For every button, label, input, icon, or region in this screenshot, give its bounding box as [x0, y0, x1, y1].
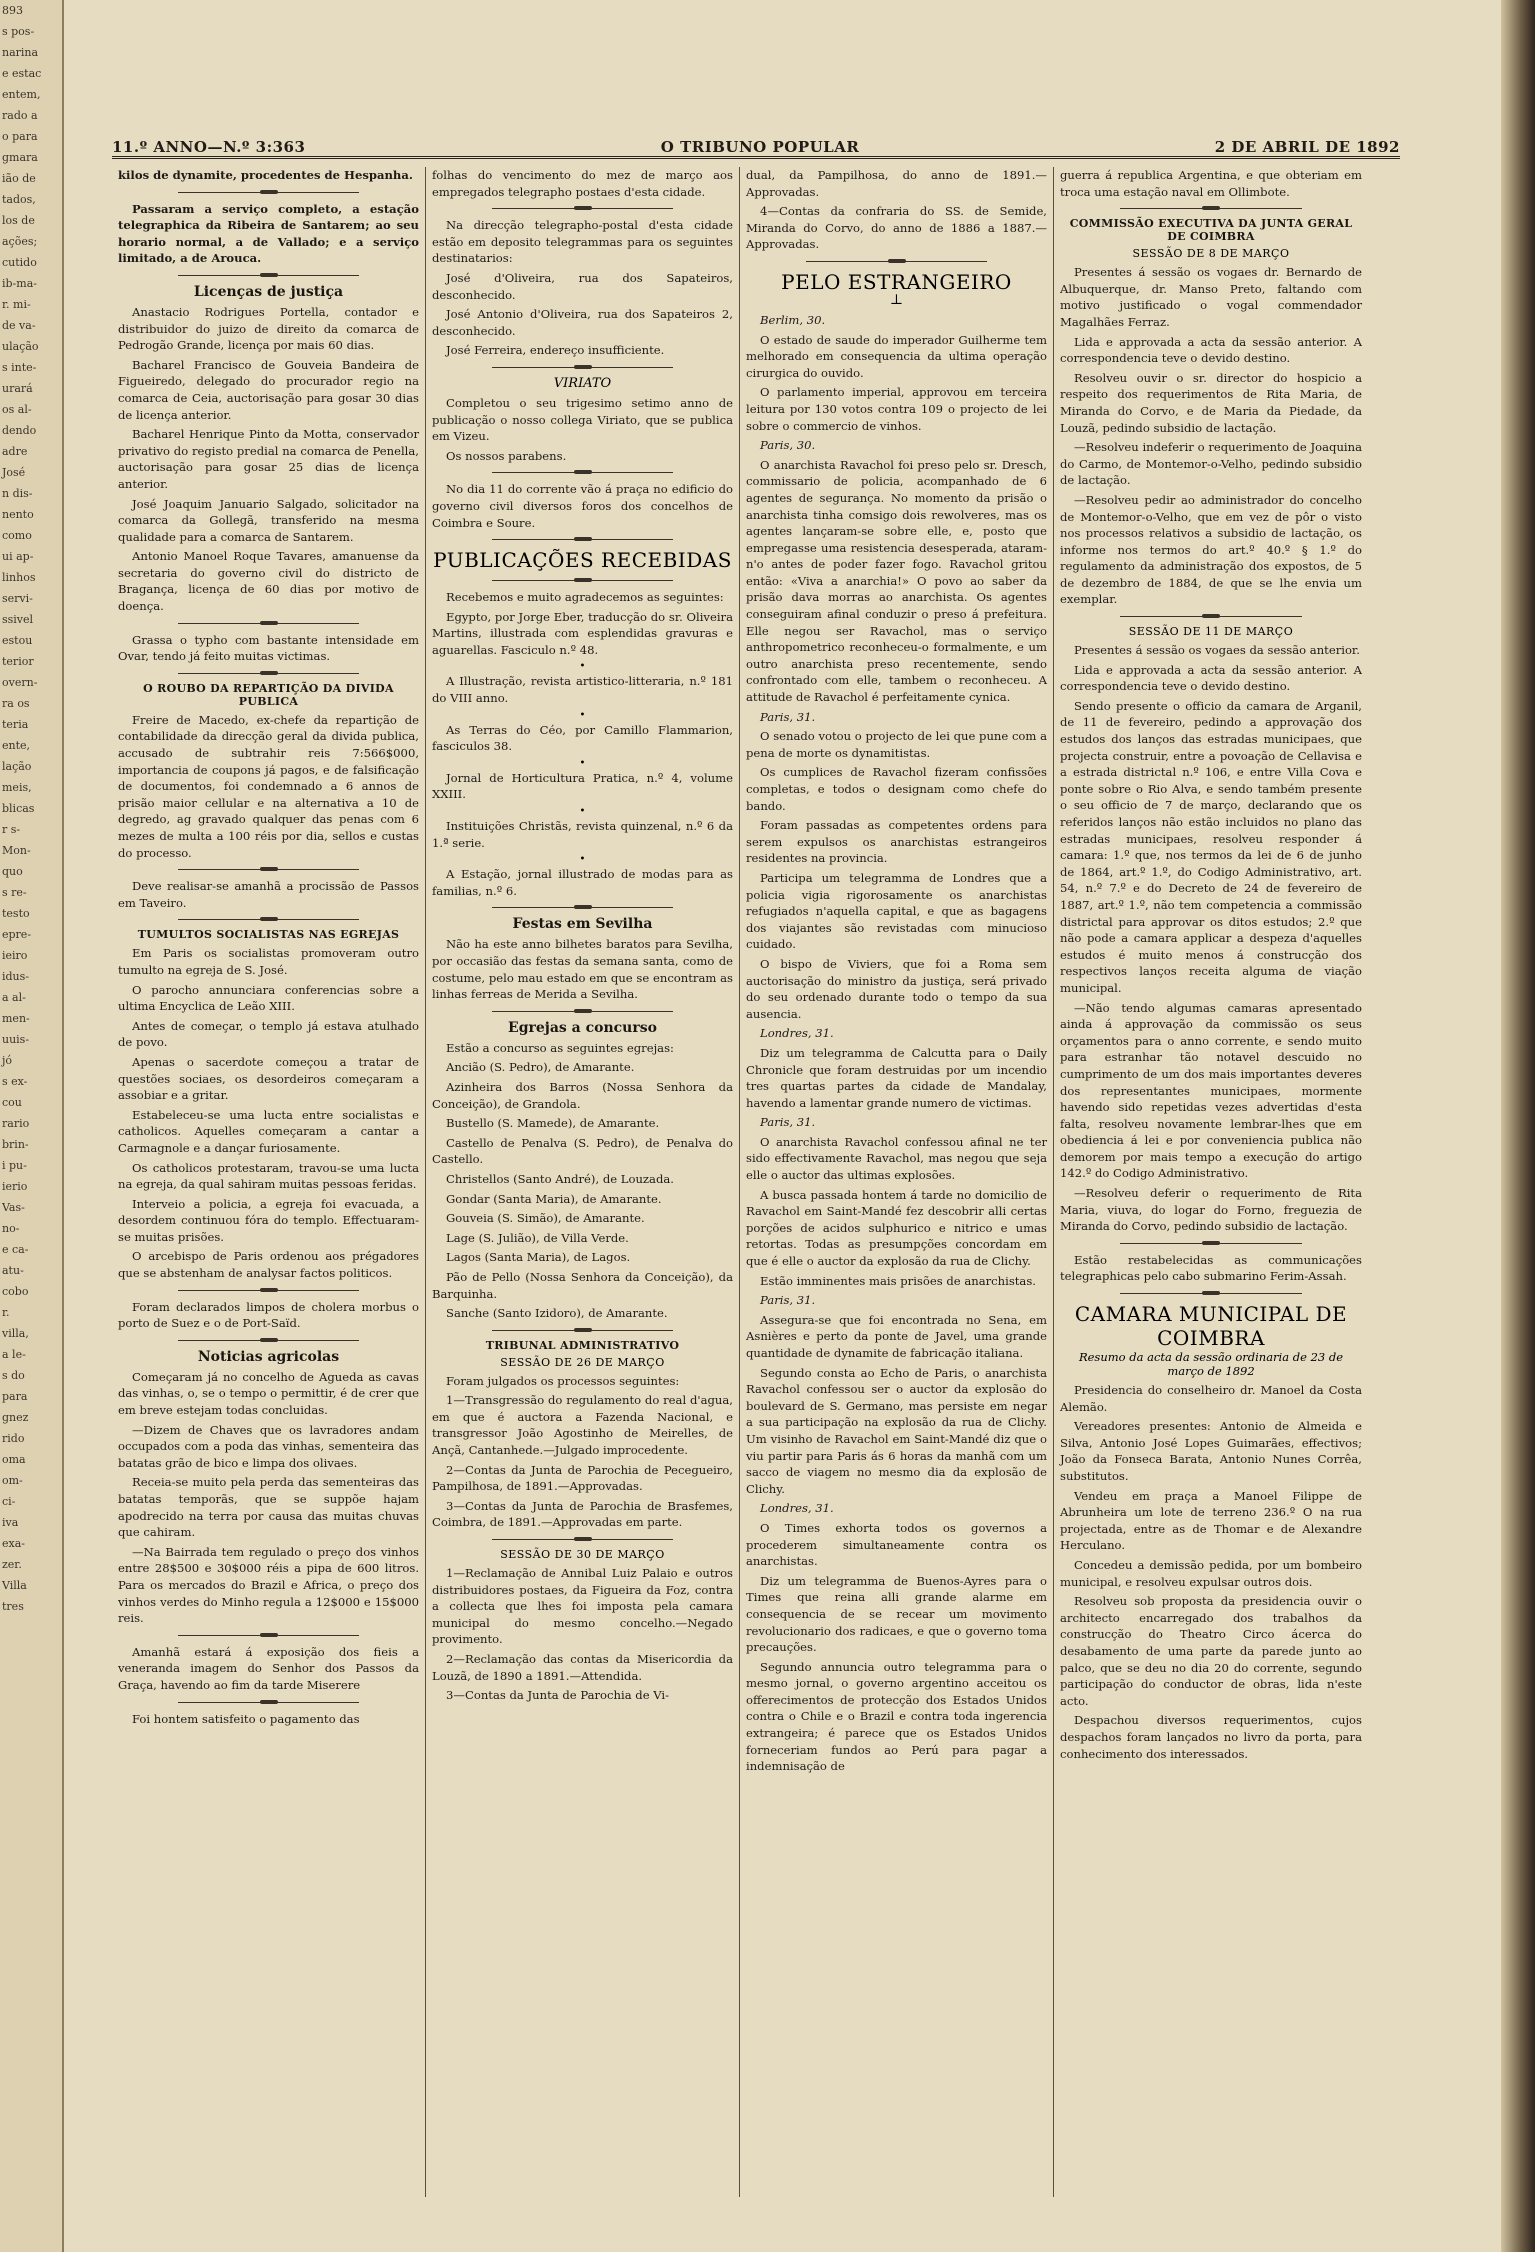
- paragraph: Amanhã estará á exposição dos fieis a veneranda imagem do Senhor dos Passos da Graça, havendo ao fim da tarde Miserere: [118, 1644, 419, 1692]
- strip-fragment: epre-: [2, 928, 32, 941]
- dateline: Paris, 31.: [760, 1293, 816, 1308]
- strip-fragment: zer.: [2, 1558, 22, 1571]
- separator-rule: [492, 1330, 673, 1331]
- paragraph: dual, da Pampilhosa, do anno de 1891.—Approvadas.: [746, 168, 1047, 199]
- paragraph: Concedeu a demissão pedida, por um bombeiro municipal, e resolveu expulsar outros dois.: [1060, 1557, 1362, 1589]
- paragraph: Jornal de Horticultura Pratica, n.º 4, volume XXIII.: [432, 770, 733, 802]
- dateline: Paris, 30.: [760, 438, 816, 453]
- paragraph: Assegura-se que foi encontrada no Sena, em Asnières e perto da ponte de Javel, uma grande quantidade de dynamite de fabricação italiana.: [746, 1312, 1047, 1360]
- separator-rule: [178, 623, 359, 624]
- paragraph: José Antonio d'Oliveira, rua dos Sapateiros 2, desconhecido.: [432, 307, 733, 338]
- paragraph: A Illustração, revista artistico-litteraria, n.º 181 do VIII anno.: [432, 674, 733, 706]
- strip-fragment: a al-: [2, 991, 26, 1004]
- dateline: Londres, 31.: [760, 1026, 834, 1041]
- strip-fragment: uuis-: [2, 1033, 30, 1046]
- paragraph: kilos de dynamite, procedentes de Hespanha.: [118, 168, 413, 182]
- strip-fragment: ssivel: [2, 613, 34, 626]
- strip-fragment: nento: [2, 508, 34, 521]
- newspaper-title: O TRIBUNO POPULAR: [660, 138, 860, 156]
- bullet-icon: •: [579, 709, 586, 721]
- strip-fragment: s do: [2, 1369, 25, 1382]
- paragraph: José d'Oliveira, rua dos Sapateiros, desconhecido.: [432, 270, 733, 302]
- strip-fragment: narina: [2, 46, 39, 59]
- separator-rule: [492, 1539, 673, 1540]
- separator-rule: [178, 1635, 359, 1636]
- column-1: [112, 167, 426, 2197]
- strip-fragment: de va-: [2, 319, 36, 332]
- paragraph: Lage (S. Julião), de Villa Verde.: [446, 1230, 629, 1245]
- paragraph: Antonio Manoel Roque Tavares, amanuense da secretaria do governo civil do districto de Bragança, licença de 60 dias por motivo de doença.: [118, 549, 419, 614]
- section-heading: TUMULTOS SOCIALISTAS NAS EGREJAS: [137, 928, 400, 942]
- strip-fragment: los de: [2, 214, 35, 227]
- paragraph: Segundo annuncia outro telegramma para o mesmo jornal, o governo argentino acceitou os offerecimentos de protecção dos Estados Unidos contra o Chile e o Brazil e contra toda ingerencia extrangeira; é parece que os Estados Unidos forneceriam fundos ao Perú para pagar a indemnisação de: [746, 1659, 1047, 1774]
- separator-rule: [1120, 208, 1302, 209]
- paragraph: O bispo de Viviers, que foi a Roma sem auctorisação do ministro da justiça, será privado do seu ordenado durante todo o tempo da sua ausencia.: [746, 956, 1047, 1021]
- paragraph: Instituições Christãs, revista quinzenal, n.º 6 da 1.ª serie.: [432, 819, 733, 850]
- session-heading: SESSÃO DE 26 DE MARÇO: [500, 1355, 665, 1369]
- strip-fragment: o para: [2, 130, 38, 143]
- separator-rule: [178, 869, 359, 870]
- paragraph: —Resolveu deferir o requerimento de Rita Maria, viuva, do logar do Forno, freguezia de Miranda do Corvo, pedindo subsidio de lactação.: [1060, 1186, 1362, 1234]
- strip-fragment: iva: [2, 1516, 19, 1529]
- section-heading: PELO ESTRANGEIRO: [781, 269, 1012, 294]
- paragraph: Antes de começar, o templo já estava atulhado de povo.: [118, 1018, 419, 1050]
- paragraph: 2—Reclamação das contas da Misericordia da Louzã, de 1890 a 1891.—Attendida.: [432, 1652, 733, 1683]
- paragraph: Foi hontem satisfeito o pagamento das: [132, 1711, 360, 1726]
- strip-fragment: ião de: [2, 172, 36, 185]
- paragraph: Christellos (Santo André), de Louzada.: [446, 1171, 674, 1186]
- paragraph: Começaram já no concelho de Agueda as cavas das vinhas, o, se o tempo o permittir, é de crer que em breve estejam todas concluidas.: [118, 1369, 419, 1418]
- strip-fragment: r s-: [2, 823, 21, 836]
- strip-fragment: ulação: [2, 340, 39, 353]
- section-heading: COMMISSÃO EXECUTIVA DA JUNTA GERAL DE COIMBRA: [1069, 217, 1353, 244]
- strip-fragment: atu-: [2, 1264, 24, 1277]
- strip-fragment: Villa: [2, 1579, 27, 1592]
- paragraph: Presentes á sessão os vogaes dr. Bernardo de Albuquerque, dr. Manso Preto, faltando com motivo justificado o vogal commendador Magalhães Ferraz.: [1060, 265, 1362, 329]
- paragraph: Apenas o sacerdote começou a tratar de questões sociaes, os desordeiros começaram a assobiar e a gritar.: [118, 1054, 419, 1103]
- column-2: [426, 167, 740, 2197]
- separator-rule: [178, 192, 359, 193]
- paragraph: folhas do vencimento do mez de março aos empregados telegrapho postaes d'esta cidade.: [432, 168, 733, 199]
- paragraph: Diz um telegramma de Buenos-Ayres para o Times que reina alli grande alarme em consequencia de se recear um movimento revolucionario dos radicaes, e que o governo toma precauções.: [746, 1573, 1047, 1655]
- dateline: Berlim, 30.: [760, 312, 826, 327]
- separator-rule: [1120, 616, 1302, 617]
- paragraph: Foram declarados limpos de cholera morbus o porto de Suez e o de Port-Saïd.: [118, 1299, 419, 1331]
- paragraph: Anastacio Rodrigues Portella, contador e distribuidor do juizo de direito da comarca de Pedrogão Grande, licença por mais 60 dias.: [118, 304, 419, 353]
- paragraph: Castello de Penalva (S. Pedro), de Penalva do Castello.: [432, 1135, 733, 1167]
- adjacent-page-strip: [0, 0, 64, 2252]
- paragraph: Pão de Pello (Nossa Senhora da Conceição), da Barquinha.: [432, 1269, 733, 1301]
- paragraph: Sanche (Santo Izidoro), de Amarante.: [446, 1306, 668, 1321]
- paragraph: Resolveu ouvir o sr. director do hospicio a respeito dos requerimentos de Rita Maria, de Miranda do Corvo, e de Maria da Piedade, da Louzã, pedindo subsidio de lactação.: [1060, 370, 1362, 435]
- strip-fragment: overn-: [2, 676, 38, 689]
- paragraph: A Estação, jornal illustrado de modas para as familias, n.º 6.: [432, 867, 733, 898]
- paragraph: Gouveia (S. Simão), de Amarante.: [446, 1211, 645, 1226]
- strip-fragment: terior: [2, 655, 34, 668]
- separator-rule: [178, 1340, 359, 1341]
- paragraph: Azinheira dos Barros (Nossa Senhora da Conceição), de Grandola.: [432, 1079, 733, 1111]
- separator-rule: [1120, 1243, 1302, 1244]
- section-heading: Festas em Sevilha: [512, 916, 653, 933]
- paragraph: Estabeleceu-se uma lucta entre socialistas e catholicos. Aquelles começaram a cantar a Carmagnole e a dançar furiosamente.: [118, 1107, 419, 1155]
- separator-rule: [178, 673, 359, 674]
- strip-fragment: 893: [2, 4, 23, 17]
- paragraph: Bacharel Henrique Pinto da Motta, conservador privativo do registo predial na comarca de Penella, auctorisação para gosar 25 dias de licença anterior.: [118, 427, 419, 491]
- paragraph: 3—Contas da Junta de Parochia de Brasfemes, Coimbra, de 1891.—Approvadas em parte.: [432, 1498, 733, 1530]
- strip-fragment: José: [2, 466, 26, 479]
- paragraph: Estão a concurso as seguintes egrejas:: [446, 1040, 674, 1055]
- newspaper-page: [112, 130, 1400, 2210]
- separator-rule: [492, 367, 673, 368]
- strip-fragment: ui ap-: [2, 550, 34, 563]
- separator-rule: [178, 1702, 359, 1703]
- strip-fragment: ierio: [2, 1180, 28, 1193]
- paragraph: Lagos (Santa Maria), de Lagos.: [446, 1250, 631, 1265]
- strip-fragment: para: [2, 1390, 28, 1403]
- paragraph: 3—Contas da Junta de Parochia de Vi-: [446, 1688, 670, 1703]
- paragraph: —Na Bairrada tem regulado o preço dos vinhos entre 28$500 e 30$000 réis a pipa de 600 litros. Para os mercados do Brazil e Africa, o preço dos vinhos verdes do Minho regula a 12$000 e 15$000 reis.: [118, 1544, 419, 1626]
- paragraph: Diz um telegramma de Calcutta para o Daily Chronicle que foram destruidas por um incendio tres quartas partes da cidade de Mandalay, havendo a lamentar grande numero de victimas.: [746, 1045, 1047, 1110]
- bullet-icon: •: [579, 806, 586, 818]
- paragraph: O anarchista Ravachol confessou afinal ne ter sido effectivamente Ravachol, mas negou que seja elle o auctor das ultimas explosões.: [746, 1134, 1047, 1183]
- paragraph: 1—Reclamação de Annibal Luiz Palaio e outros distribuidores postaes, da Figueira da Foz, contra a collecta que lhes foi imposta pela camara municipal do mesmo concelho.—Negado provimento.: [432, 1566, 733, 1647]
- paragraph: Foram passadas as competentes ordens para serem expulsos os anarchistas estrangeiros residentes na provincia.: [746, 818, 1047, 866]
- strip-fragment: jó: [2, 1054, 13, 1067]
- paragraph: Despachou diversos requerimentos, cujos despachos foram lançados no livro da porta, para conhecimento dos interessados.: [1060, 1713, 1362, 1761]
- paragraph: Os nossos parabens.: [446, 448, 567, 463]
- issue-date: 2 DE ABRIL DE 1892: [1214, 138, 1400, 156]
- strip-fragment: s inte-: [2, 361, 37, 374]
- strip-fragment: e ca-: [2, 1243, 29, 1256]
- paragraph: Foram julgados os processos seguintes:: [446, 1373, 680, 1388]
- strip-fragment: rario: [2, 1117, 30, 1130]
- paragraph: Sendo presente o officio da camara de Arganil, de 11 de fevereiro, pedindo a approvação dos estudos dos lanços das estradas municipaes, que projecta construir, entre a povoação de Cellavisa e a estrada districtal n.º 106, e entre Villa Cova e ponte sobre o Rio Alva, e sendo também presente o seu officio de 7 de março, declarando que os referidos lanços não estão incluidos no plano das estradas municipaes, resolveu responder á camara: 1.º que, nos termos da lei de 6 de junho de 1864, art.º 1.º, do Codigo Administrativo, art. 54, n.º 7.º e do Decreto de 24 de fevereiro de 1887, art.º 1.º, não tem competencia a commissão districtal para approvar os ditos estudos; 2.º que não pode a camara applicar a despeza d'aquelles estudos é muito menos á construcção dos respectivos lanços receita alguma de viação municipal.: [1060, 698, 1362, 995]
- column-3: [740, 167, 1054, 2197]
- strip-fragment: ra os: [2, 697, 30, 710]
- separator-rule: [492, 539, 673, 540]
- separator-rule: [492, 1011, 673, 1012]
- paragraph: guerra á republica Argentina, e que obteriam em troca uma estação naval em Ollimbote.: [1060, 168, 1362, 199]
- strip-fragment: rido: [2, 1432, 25, 1445]
- paragraph: Participa um telegramma de Londres que a policia vigia rigorosamente os anarchistas refugiados n'aquella capital, e que as bagagens dos viajantes são revistadas com minucioso cuidado.: [746, 870, 1047, 952]
- paragraph: —Resolveu indeferir o requerimento de Joaquina do Carmo, de Montemor-o-Velho, pedindo subsidio de lactação.: [1060, 440, 1362, 488]
- separator-rule: [492, 907, 673, 908]
- paragraph: Segundo consta ao Echo de Paris, o anarchista Ravachol confessou ser o auctor da explosão do boulevard de S. Germano, mas persiste em negar a sua participação na explosão da rua de Clichy. Um visinho de Ravachol em Saint-Mandé diz que o viu partir para Paris ás 6 horas da manhã com um sacco de viagem no mesmo dia da explosão de Clichy.: [746, 1365, 1047, 1496]
- separator-rule: [492, 208, 673, 209]
- strip-fragment: urará: [2, 382, 33, 395]
- ornament-icon: ⊥: [889, 291, 904, 308]
- strip-fragment: ci-: [2, 1495, 16, 1508]
- paragraph: Deve realisar-se amanhã a procissão de Passos em Taveiro.: [118, 879, 419, 910]
- paragraph: Egypto, por Jorge Eber, traducção do sr. Oliveira Martins, illustrada com esplendidas gravuras e aguarellas. Fasciculo n.º 48.: [432, 609, 733, 657]
- paragraph: Os catholicos protestaram, travou-se uma lucta na egreja, da qual sahiram muitas pessoas feridas.: [118, 1160, 419, 1192]
- strip-fragment: Vas-: [2, 1201, 25, 1214]
- paragraph: Em Paris os socialistas promoveram outro tumulto na egreja de S. José.: [118, 946, 419, 977]
- bullet-icon: •: [579, 757, 586, 769]
- paragraph: José Joaquim Januario Salgado, solicitador na comarca da Gollegã, transferido na mesma qualidade para a comarca de Santarem.: [118, 496, 419, 544]
- separator-rule: [806, 261, 987, 262]
- strip-fragment: os al-: [2, 403, 32, 416]
- strip-fragment: gmara: [2, 151, 38, 164]
- strip-fragment: men-: [2, 1012, 30, 1025]
- column-4: [1054, 167, 1368, 2197]
- paragraph: —Não tendo algumas camaras apresentado ainda á approvação da commissão os seus orçamentos para o anno corrente, e sendo muito para estranhar tão notavel descuido no cumprimento de um dos mais importantes deveres dos representantes municipaes, mormente havendo sido repetidas vezes advertidas d'esta falta, resolveu novamente lembrar-lhes que em obediencia á lei e por conveniencia publica não demorem por mais tempo a execução do artigo 142.º do Codigo Administrativo.: [1060, 1000, 1362, 1181]
- paragraph: No dia 11 do corrente vão á praça no edificio do governo civil diversos foros dos concelhos de Coimbra e Soure.: [432, 482, 733, 530]
- strip-fragment: gnez: [2, 1411, 29, 1424]
- paragraph: Ancião (S. Pedro), de Amarante.: [446, 1060, 635, 1075]
- strip-fragment: e estac: [2, 67, 42, 80]
- separator-rule: [178, 1290, 359, 1291]
- paragraph: 1—Transgressão do regulamento do real d'agua, em que é auctora a Fazenda Nacional, e transgressor João Agostinho de Meirelles, de Ançã, Cantanhede.—Julgado improcedente.: [432, 1393, 733, 1458]
- paragraph: Gondar (Santa Maria), de Amarante.: [446, 1191, 662, 1206]
- strip-fragment: tres: [2, 1600, 24, 1613]
- strip-fragment: i pu-: [2, 1159, 27, 1172]
- section-heading: O ROUBO DA REPARTIÇÃO DA DIVIDA PUBLICA: [143, 681, 394, 708]
- strip-fragment: om-: [2, 1474, 23, 1487]
- paragraph: 4—Contas da confraria do SS. de Semide, Miranda do Corvo, do anno de 1886 a 1887.—Approvadas.: [746, 204, 1047, 252]
- strip-fragment: adre: [2, 445, 28, 458]
- strip-fragment: s pos-: [2, 25, 35, 38]
- strip-fragment: r. mi-: [2, 298, 31, 311]
- strip-fragment: cutido: [2, 256, 37, 269]
- columns: [112, 167, 1400, 2197]
- strip-fragment: Mon-: [2, 844, 31, 857]
- section-heading: TRIBUNAL ADMINISTRATIVO: [485, 1338, 680, 1352]
- section-heading: Noticias agricolas: [197, 1348, 340, 1365]
- paragraph: O arcebispo de Paris ordenou aos prégadores que se abstenham de analysar factos politicos.: [118, 1249, 419, 1281]
- strip-fragment: cou: [2, 1096, 22, 1109]
- paragraph: Lida e approvada a acta da sessão anterior. A correspondencia teve o devido destino.: [1060, 334, 1362, 366]
- dateline: Londres, 31.: [760, 1501, 834, 1516]
- paragraph: Lida e approvada a acta da sessão anterior. A correspondencia teve o devido destino.: [1060, 662, 1362, 694]
- paragraph: O anarchista Ravachol foi preso pelo sr. Dresch, commissario de policia, acompanhado de 6 agentes de segurança. No momento da prisão o anarchista tinha comsigo dois rewolveres, mas os agentes lançaram-se sobre elle, e, posto que empregasse uma resistencia desesperada, ataram-n'o antes de poder fazer fogo. Ravachol gritou então: «Viva a anarchia!» O povo ao saber da prisão dava morras ao anarchista. Os agentes conseguiram afinal conduzir o preso á prefeitura. Elle negou ser Ravachol, mas o serviço anthropometrico reconheceu-o formalmente, e um outro anarchista preso recentemente, sendo confrontado com elle, tambem o reconheceu. A attitude de Ravachol é perfeitamente cynica.: [746, 457, 1047, 705]
- paragraph: O senado votou o projecto de lei que pune com a pena de morte os dynamitistas.: [746, 729, 1048, 760]
- strip-fragment: teria: [2, 718, 29, 731]
- strip-fragment: quo: [2, 865, 23, 878]
- strip-fragment: villa,: [2, 1327, 29, 1340]
- paragraph: Recebemos e muito agradecemos as seguintes:: [446, 590, 724, 605]
- paragraph: Vendeu em praça a Manoel Filippe de Abrunheira um lote de terreno 236.º O na rua projectada, entre as de Thomar e de Alexandre Herculano.: [1060, 1488, 1362, 1553]
- strip-fragment: s ex-: [2, 1075, 28, 1088]
- bullet-icon: •: [579, 661, 586, 673]
- paragraph: O estado de saude do imperador Guilherme tem melhorado em consequencia da ultima operação cirurgica do ouvido.: [746, 332, 1047, 380]
- paragraph: Bustello (S. Mamede), de Amarante.: [446, 1116, 660, 1131]
- separator-rule: [178, 275, 359, 276]
- strip-fragment: linhos: [2, 571, 36, 584]
- paragraph: Na direcção telegrapho-postal d'esta cidade estão em deposito telegrammas para os seguintes destinatarios:: [432, 218, 733, 266]
- strip-fragment: s re-: [2, 886, 27, 899]
- strip-fragment: oma: [2, 1453, 26, 1466]
- paragraph: As Terras do Céo, por Camillo Flammarion, fasciculos 38.: [432, 722, 733, 754]
- section-heading: PUBLICAÇÕES RECEBIDAS: [433, 548, 732, 573]
- strip-fragment: a le-: [2, 1348, 26, 1361]
- separator-rule: [492, 580, 673, 581]
- paragraph: O Times exhorta todos os governos a procederem simultaneamente contra os anarchistas.: [746, 1520, 1047, 1569]
- session-heading: SESSÃO DE 11 DE MARÇO: [1128, 625, 1294, 639]
- strip-fragment: rado a: [2, 109, 38, 122]
- issue-number: 11.º ANNO—N.º 3:363: [112, 138, 306, 156]
- paragraph: Presentes á sessão os vogaes da sessão anterior.: [1074, 643, 1360, 658]
- strip-fragment: brin-: [2, 1138, 29, 1151]
- paragraph: Não ha este anno bilhetes baratos para Sevilha, por occasião das festas da semana santa, como de costume, pelo mau estado em que se encontram as linhas ferreas de Merida a Sevilha.: [432, 937, 733, 1002]
- separator-rule: [492, 472, 673, 473]
- strip-fragment: cobo: [2, 1285, 29, 1298]
- paragraph: Vereadores presentes: Antonio de Almeida e Silva, Antonio José Lopes Guimarães, effectivos; João da Fonseca Barata, Antonio Nunes Corrêa, substitutos.: [1060, 1419, 1362, 1483]
- paragraph: —Dizem de Chaves que os lavradores andam occupados com a poda das vinhas, sementeira das batatas grão de bico e limpa dos olivaes.: [118, 1422, 419, 1470]
- strip-fragment: testo: [2, 907, 30, 920]
- paragraph: Estão imminentes mais prisões de anarchistas.: [760, 1273, 1036, 1288]
- paragraph: Os cumplices de Ravachol fizeram confissões completas, e todos o designam como chefe do bando.: [746, 765, 1047, 813]
- strip-fragment: lação: [2, 760, 32, 773]
- paragraph: Completou o seu trigesimo setimo anno de publicação o nosso collega Viriato, que se publica em Vizeu.: [432, 395, 733, 444]
- separator-rule: [178, 919, 359, 920]
- paragraph: A busca passada hontem á tarde no domicilio de Ravachol em Saint-Mandé fez descobrir alli certas porções de acidos sulphurico e nitrico e umas retortas. Todas as presumpções concordam em que é elle o auctor da explosão da rua de Clichy.: [746, 1187, 1047, 1269]
- strip-fragment: tados,: [2, 193, 36, 206]
- strip-fragment: servi-: [2, 592, 33, 605]
- paragraph: Interveio a policia, a egreja foi evacuada, a desordem continuou fóra do templo. Effectuaram-se muitas prisões.: [118, 1196, 419, 1244]
- paragraph: —Resolveu pedir ao administrador do concelho de Montemor-o-Velho, que em vez de pôr o visto nos processos relativos a subsidio de lactação, os informe nos termos do art.º 40.º § 1.º do regulamento da administração dos expostos, de 5 de dezembro de 1884, de que se lhe envia um exemplar.: [1060, 492, 1362, 607]
- separator-rule: [1120, 1293, 1302, 1294]
- strip-fragment: como: [2, 529, 32, 542]
- italic-subheading: Resumo da acta da sessão ordinaria de 23 de março de 1892: [1078, 1350, 1344, 1379]
- strip-fragment: ente,: [2, 739, 31, 752]
- section-heading: Egrejas a concurso: [508, 1019, 657, 1036]
- paragraph: Resolveu sob proposta da presidencia ouvir o architecto encarregado dos trabalhos da construcção do Theatro Circo ácerca do desabamento de uma parte da parede junto ao palco, que se deu no dia 20 do corrente, segundo participação do conductor de obras, lida n'este acto.: [1060, 1594, 1362, 1708]
- paragraph: Estão restabelecidas as communicações telegraphicas pelo cabo submarino Ferim-Assah.: [1060, 1252, 1362, 1284]
- session-heading: SESSÃO DE 8 DE MARÇO: [1132, 247, 1290, 261]
- strip-fragment: n dis-: [2, 487, 33, 500]
- strip-fragment: meis,: [2, 781, 32, 794]
- paragraph: O parlamento imperial, approvou em terceira leitura por 130 votos contra 109 o projecto de lei sobre o commercio de vinhos.: [746, 385, 1047, 433]
- paragraph: Grassa o typho com bastante intensidade em Ovar, tendo já feito muitas victimas.: [118, 632, 419, 664]
- dateline: Paris, 31.: [760, 1115, 816, 1130]
- bullet-icon: •: [579, 854, 586, 866]
- paragraph: O parocho annunciara conferencias sobre a ultima Encyclica de Leão XIII.: [118, 982, 419, 1014]
- strip-fragment: ieiro: [2, 949, 28, 962]
- paragraph: 2—Contas da Junta de Parochia de Pecegueiro, Pampilhosa, de 1891.—Approvadas.: [432, 1462, 733, 1494]
- strip-fragment: no-: [2, 1222, 20, 1235]
- paragraph: Presidencia do conselheiro dr. Manoel da Costa Alemão.: [1060, 1383, 1362, 1414]
- paragraph: Freire de Macedo, ex-chefe da repartição de contabilidade da direcção geral da divida publica, accusado de subtrahir reis 7:566$000, importancia de coupons já pagos, e de falsificação de documentos, foi condemnado a 6 annos de prisão maior cellular e na alternativa a 10 de degredo, ag gravado qualquer das penas com 6 mezes de multa a 100 réis por dia, sellos e custas do processo.: [118, 712, 419, 860]
- strip-fragment: ib-ma-: [2, 277, 37, 290]
- strip-fragment: exa-: [2, 1537, 25, 1550]
- strip-fragment: r.: [2, 1306, 10, 1319]
- dateline: Paris, 31.: [760, 709, 816, 724]
- paragraph: Receia-se muito pela perda das sementeiras das batatas temporãs, que se suppõe hajam apodrecido na terra por causa das muitas chuvas que cahiram.: [118, 1475, 419, 1540]
- strip-fragment: entem,: [2, 88, 41, 101]
- session-heading: SESSÃO DE 30 DE MARÇO: [500, 1548, 665, 1562]
- section-heading: VIRIATO: [553, 375, 612, 391]
- strip-fragment: blicas: [2, 802, 35, 815]
- paragraph: Bacharel Francisco de Gouveia Bandeira de Figueiredo, delegado do procurador regio na comarca de Ceia, auctorisação para gosar 30 dias de licença anterior.: [118, 357, 419, 422]
- paragraph: José Ferreira, endereço insufficiente.: [446, 343, 665, 358]
- strip-fragment: dendo: [2, 424, 37, 437]
- strip-fragment: ações;: [2, 235, 38, 248]
- section-heading: CAMARA MUNICIPAL DE COIMBRA: [1074, 1302, 1348, 1351]
- masthead: [112, 130, 1400, 159]
- strip-fragment: idus-: [2, 970, 30, 983]
- strip-fragment: estou: [2, 634, 33, 647]
- section-heading: Licenças de justiça: [193, 283, 344, 300]
- paragraph: Passaram a serviço completo, a estação telegraphica da Ribeira de Santarem; ao seu horario normal, a de Vallado; e a serviço limitado, a de Arouca.: [118, 201, 419, 266]
- page-edge-shadow: [1501, 0, 1535, 2252]
